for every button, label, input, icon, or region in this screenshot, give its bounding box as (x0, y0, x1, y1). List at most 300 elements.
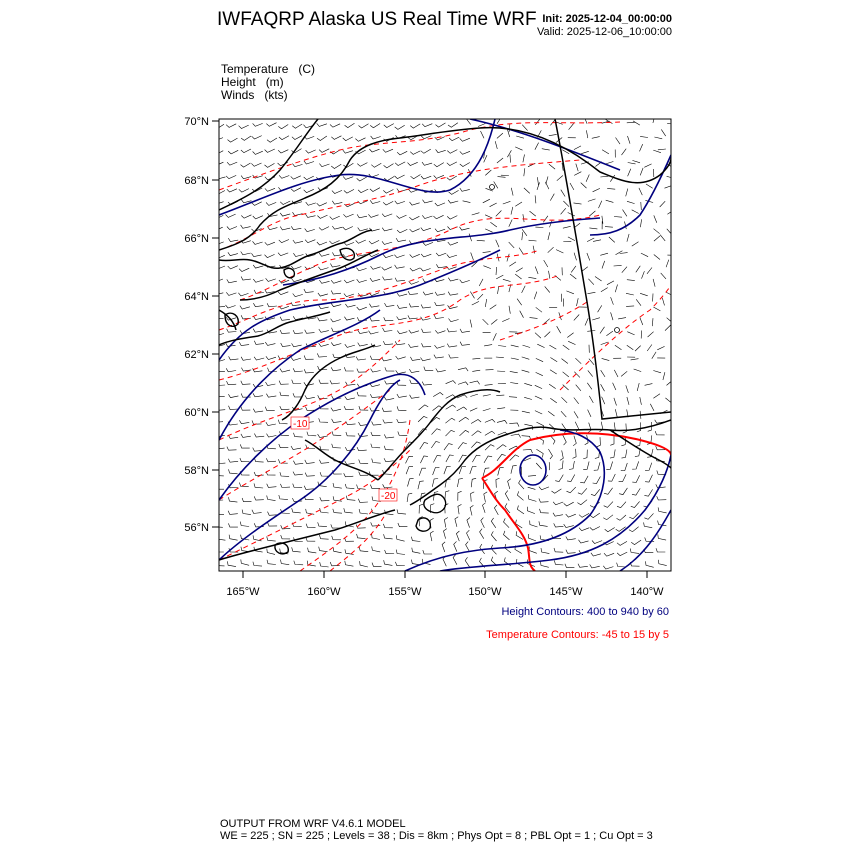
wind-barb (435, 330, 445, 333)
wind-barb (620, 253, 628, 254)
lat-label: 58°N (184, 465, 209, 477)
wind-barb (614, 370, 618, 377)
wind-barb (395, 201, 405, 204)
wind-barb (344, 508, 353, 513)
wind-barb (382, 228, 392, 231)
wind-barb (397, 229, 407, 232)
wind-barb (398, 523, 408, 527)
wind-barb (575, 358, 581, 364)
wind-barb (305, 460, 315, 464)
wind-barb (627, 280, 635, 281)
wind-barb (650, 404, 654, 411)
wind-barb (372, 509, 381, 514)
wind-barb (444, 518, 447, 528)
wind-barb (345, 396, 355, 399)
wind-barb (267, 226, 277, 229)
wind-barb (421, 358, 431, 361)
wind-barb (615, 409, 617, 417)
wind-barb (537, 344, 544, 347)
wind-barb (528, 277, 536, 278)
wind-barb (535, 119, 540, 125)
wind-barb (566, 537, 576, 540)
wind-barb (355, 138, 365, 142)
wind-barb (433, 455, 441, 462)
wind-barb (447, 216, 457, 220)
wind-barb (491, 545, 497, 554)
wind-barb (523, 154, 525, 162)
wind-barb (383, 190, 393, 194)
wind-barb (574, 146, 581, 150)
wind-barb (449, 137, 459, 141)
wind-barb (345, 549, 354, 554)
wind-barb (359, 124, 369, 128)
wind-barb (215, 266, 225, 269)
wind-barb (593, 477, 601, 484)
lon-label: 145°W (549, 586, 583, 598)
wind-barb (397, 305, 407, 309)
wind-barb (640, 318, 643, 325)
wind-barb (530, 211, 536, 216)
wind-barb (585, 318, 588, 325)
wind-barb (241, 368, 251, 372)
wind-barb (471, 253, 474, 261)
wind-barb (549, 164, 555, 169)
lon-label: 165°W (226, 586, 260, 598)
wind-barb (422, 124, 432, 127)
wind-barb (484, 456, 492, 463)
wind-barb (601, 370, 605, 377)
wind-barb (307, 432, 316, 436)
wind-barb (554, 548, 563, 552)
wind-barb (577, 500, 587, 505)
wind-barb (632, 461, 639, 469)
wind-barb (319, 535, 328, 539)
wind-barb (561, 190, 565, 197)
wind-barb (561, 411, 566, 417)
wind-barb (343, 227, 353, 230)
wind-barb (539, 499, 549, 503)
wind-barb (597, 437, 601, 447)
wind-barb (434, 215, 444, 219)
wind-barb (573, 449, 577, 459)
wind-barb (658, 560, 666, 566)
wind-barb (621, 463, 628, 471)
wind-barb (522, 232, 523, 240)
wind-barb (383, 255, 393, 258)
wind-barb (563, 372, 569, 377)
wind-barb (345, 304, 355, 307)
wind-barb (583, 450, 587, 459)
wind-barb (629, 527, 639, 532)
wind-barb (590, 527, 600, 531)
wind-barb (423, 550, 432, 554)
wind-barb (423, 292, 433, 295)
wind-barb (465, 557, 470, 567)
wind-barb (397, 317, 407, 320)
wind-barb (470, 466, 477, 474)
wind-barb (318, 317, 328, 321)
wind-barb (344, 473, 354, 477)
wind-barb (522, 357, 530, 359)
wind-barb (280, 227, 290, 230)
wind-barb (458, 504, 462, 514)
wind-barb (640, 219, 641, 227)
wind-barb (395, 175, 405, 179)
wind-barb (215, 393, 224, 397)
wind-barb (564, 502, 574, 506)
wind-barb (446, 455, 454, 462)
wind-barb (592, 318, 600, 320)
wind-barb (496, 395, 504, 396)
wind-barb (614, 398, 617, 406)
wind-barb (241, 225, 251, 228)
init-time: Init: 2025-12-04_00:00:00 (542, 13, 672, 25)
wind-barb (227, 162, 237, 165)
wind-barb (523, 214, 524, 222)
wind-barb (359, 460, 368, 464)
wind-barb (267, 496, 276, 501)
wind-barb (358, 228, 368, 231)
wind-barb (306, 214, 316, 217)
wind-barb (511, 188, 513, 196)
wind-barb (498, 177, 506, 178)
wind-barb (384, 397, 394, 400)
wind-barb (359, 509, 368, 514)
wind-barb (226, 124, 236, 128)
wind-barb (344, 367, 353, 371)
wind-barb (251, 163, 261, 166)
wind-barb (266, 394, 276, 398)
wind-barb (561, 208, 566, 214)
wind-barb (331, 303, 341, 306)
wind-barb (267, 303, 277, 307)
wind-barb (522, 370, 530, 372)
lat-label: 62°N (184, 349, 209, 361)
wind-barb (410, 395, 420, 399)
wind-barb (292, 164, 302, 167)
wind-barb (395, 278, 405, 282)
wind-barb (357, 534, 366, 539)
wind-barb (627, 397, 629, 405)
wind-barb (606, 331, 613, 336)
wind-barb (331, 408, 341, 411)
wind-barb (292, 279, 302, 282)
wind-barb (383, 277, 393, 281)
wind-barb (318, 267, 328, 270)
wind-barb (268, 522, 278, 526)
wind-barb (434, 163, 444, 167)
wind-barb (293, 294, 303, 297)
wind-barb (320, 508, 329, 513)
wind-barb (424, 367, 433, 371)
wind-barb (554, 523, 564, 527)
wind-barb (319, 164, 329, 167)
wind-barb (653, 394, 660, 399)
wind-barb (435, 229, 445, 232)
wind-barb (446, 381, 456, 384)
wind-barb (490, 305, 497, 310)
wind-barb (241, 163, 251, 167)
wind-barb (654, 255, 660, 260)
wind-barb (603, 566, 613, 569)
wind-barb (241, 252, 251, 255)
wind-barb (536, 358, 543, 361)
wind-barb (357, 177, 367, 181)
wind-barb (306, 407, 316, 411)
wind-barb (445, 418, 455, 423)
wind-barb (497, 117, 501, 124)
wind-barb (432, 479, 438, 487)
wind-barb (227, 329, 237, 333)
wind-barb (436, 369, 446, 372)
wind-barb (652, 352, 656, 359)
wind-barb (383, 149, 393, 152)
wind-barb (522, 411, 530, 413)
wind-barb (537, 177, 538, 185)
wind-barb (343, 176, 353, 179)
wind-barb (552, 489, 562, 493)
wind-barb (517, 491, 523, 500)
wind-barb (497, 158, 503, 163)
wind-barb (228, 394, 238, 397)
wind-barb (560, 450, 563, 460)
wind-barb (395, 341, 405, 345)
wind-barb (467, 518, 470, 528)
wind-barb (343, 150, 353, 153)
wind-barb (495, 141, 497, 149)
wind-barb (229, 406, 239, 410)
wind-barb (549, 345, 556, 349)
wind-barb (305, 240, 315, 243)
wind-barb (626, 293, 634, 295)
wind-barb (646, 184, 653, 188)
wind-barb (459, 466, 466, 474)
wind-barb (383, 484, 393, 488)
wind-barb (382, 358, 392, 361)
wind-barb (448, 305, 458, 308)
wind-barb (645, 384, 653, 386)
wind-barb (319, 460, 329, 464)
wind-barb (278, 150, 288, 153)
wind-barb (471, 492, 475, 502)
wind-barb (331, 164, 341, 168)
wind-barb (291, 446, 301, 450)
wind-barb (463, 201, 471, 203)
wind-barb (648, 332, 654, 337)
wind-barb (278, 253, 288, 256)
wind-barb (497, 371, 505, 372)
wind-barb (345, 123, 355, 127)
wind-barb (460, 329, 470, 333)
wind-barb (588, 370, 593, 376)
wind-barb (330, 380, 340, 384)
wind-barb (278, 292, 288, 295)
wind-barb (266, 422, 276, 425)
wind-barb (280, 330, 290, 334)
wind-barb (397, 394, 407, 397)
wind-barb (396, 215, 406, 218)
wind-barb (606, 200, 614, 202)
wind-barb (345, 484, 354, 489)
wind-barb (411, 537, 420, 542)
wind-barb (497, 445, 507, 450)
wind-barb (331, 342, 341, 345)
wind-barb (640, 293, 648, 296)
wind-barb (637, 422, 641, 432)
wind-barb (543, 216, 548, 223)
wind-barb (554, 561, 563, 566)
wind-barb (516, 268, 523, 272)
wind-barb (485, 215, 492, 218)
wind-barb (372, 422, 382, 426)
wind-barb (496, 478, 500, 488)
wind-barb (628, 136, 631, 144)
wind-barb (356, 240, 366, 243)
wind-barb (241, 357, 251, 361)
wind-barb (319, 280, 329, 283)
wind-barb (292, 136, 302, 140)
wind-barb (448, 200, 458, 203)
wind-barb (445, 491, 449, 500)
wind-barb (524, 168, 525, 176)
wind-barb (550, 370, 557, 374)
wind-barb (660, 235, 665, 241)
wind-barb (406, 456, 414, 463)
wind-barb (253, 241, 263, 244)
wind-barb (478, 124, 485, 127)
wind-barb (345, 538, 354, 542)
wind-barb (578, 564, 588, 568)
wind-barb (491, 518, 496, 528)
wind-barb (447, 176, 457, 180)
wind-barb (576, 164, 578, 172)
wind-barb (479, 279, 483, 286)
wind-barb (657, 496, 667, 500)
wind-barb (331, 280, 341, 283)
wind-barb (580, 476, 588, 483)
wind-barb (409, 369, 419, 372)
wind-barb (658, 534, 666, 540)
wind-barb (530, 521, 538, 528)
wind-barb (529, 495, 537, 501)
wind-barb (410, 357, 420, 361)
wind-barb (603, 515, 613, 520)
wind-barb (281, 535, 290, 539)
wind-barb (357, 279, 367, 282)
wind-barb (444, 444, 453, 451)
wind-barb (396, 550, 405, 555)
wind-barb (448, 292, 458, 296)
wind-barb (318, 434, 328, 437)
wind-barb (505, 491, 509, 501)
wind-barb (586, 130, 587, 138)
wind-barb (215, 382, 225, 386)
wind-barb (448, 242, 458, 245)
wind-barb (253, 303, 263, 307)
wind-barb (227, 227, 237, 230)
wind-barb (253, 123, 263, 126)
wind-barb (498, 346, 506, 347)
wind-barb (266, 458, 276, 462)
wind-barb (421, 254, 431, 257)
wind-barb (383, 201, 393, 205)
wind-barb (239, 125, 249, 128)
wind-barb (344, 317, 354, 320)
wind-barb (496, 211, 502, 217)
wind-barb (280, 201, 290, 205)
wind-barb (469, 234, 472, 242)
wind-barb (541, 548, 549, 554)
wind-barb (266, 123, 276, 127)
wind-barb (344, 406, 354, 410)
wind-barb (490, 203, 497, 207)
wind-barb (431, 442, 440, 449)
wind-barb (657, 346, 664, 349)
lon-label: 140°W (630, 586, 664, 598)
lat-labels (184, 116, 209, 534)
wind-barb (581, 151, 589, 153)
wind-barb (542, 149, 550, 150)
wind-barb (485, 170, 491, 175)
wind-barb (293, 393, 303, 397)
wind-barb (213, 279, 223, 282)
wind-barb (240, 306, 250, 309)
wind-barb (626, 385, 629, 393)
lon-labels (226, 586, 664, 598)
wind-barb (614, 217, 622, 218)
wind-barb (228, 459, 238, 463)
wind-barb (265, 188, 275, 191)
wind-barb (332, 419, 342, 423)
wind-barb (371, 163, 381, 167)
wind-barb (408, 162, 418, 165)
wind-barb (213, 162, 223, 165)
wind-barb (562, 424, 567, 434)
wind-barb (215, 562, 224, 566)
wind-barb (604, 488, 613, 495)
wind-barb (317, 353, 327, 357)
wind-barb (446, 430, 455, 436)
wind-barb (370, 383, 380, 386)
wind-barb (384, 124, 394, 128)
wind-barb (280, 472, 289, 476)
wind-barb (608, 474, 615, 481)
wind-barb (557, 176, 563, 181)
wind-barb (280, 213, 290, 216)
wind-barb (628, 163, 636, 164)
wind-barb (442, 542, 445, 552)
wind-barb (433, 393, 443, 397)
wind-barb (472, 370, 480, 371)
wind-barb (497, 133, 503, 138)
wind-barb (549, 462, 550, 470)
wind-barb (557, 326, 561, 333)
wind-barb (320, 446, 329, 450)
wind-barb (632, 242, 639, 246)
wind-barb (574, 203, 582, 204)
wind-barb (517, 299, 522, 306)
wind-barb (279, 175, 289, 178)
wind-barb (589, 211, 595, 216)
wind-barb (254, 472, 264, 476)
wind-barb (588, 423, 591, 433)
wind-barb (410, 124, 420, 128)
wind-barb (509, 124, 510, 132)
wind-barb (610, 436, 614, 445)
wind-barb (319, 253, 329, 256)
wind-barb (394, 255, 404, 258)
wind-barb (598, 305, 602, 312)
